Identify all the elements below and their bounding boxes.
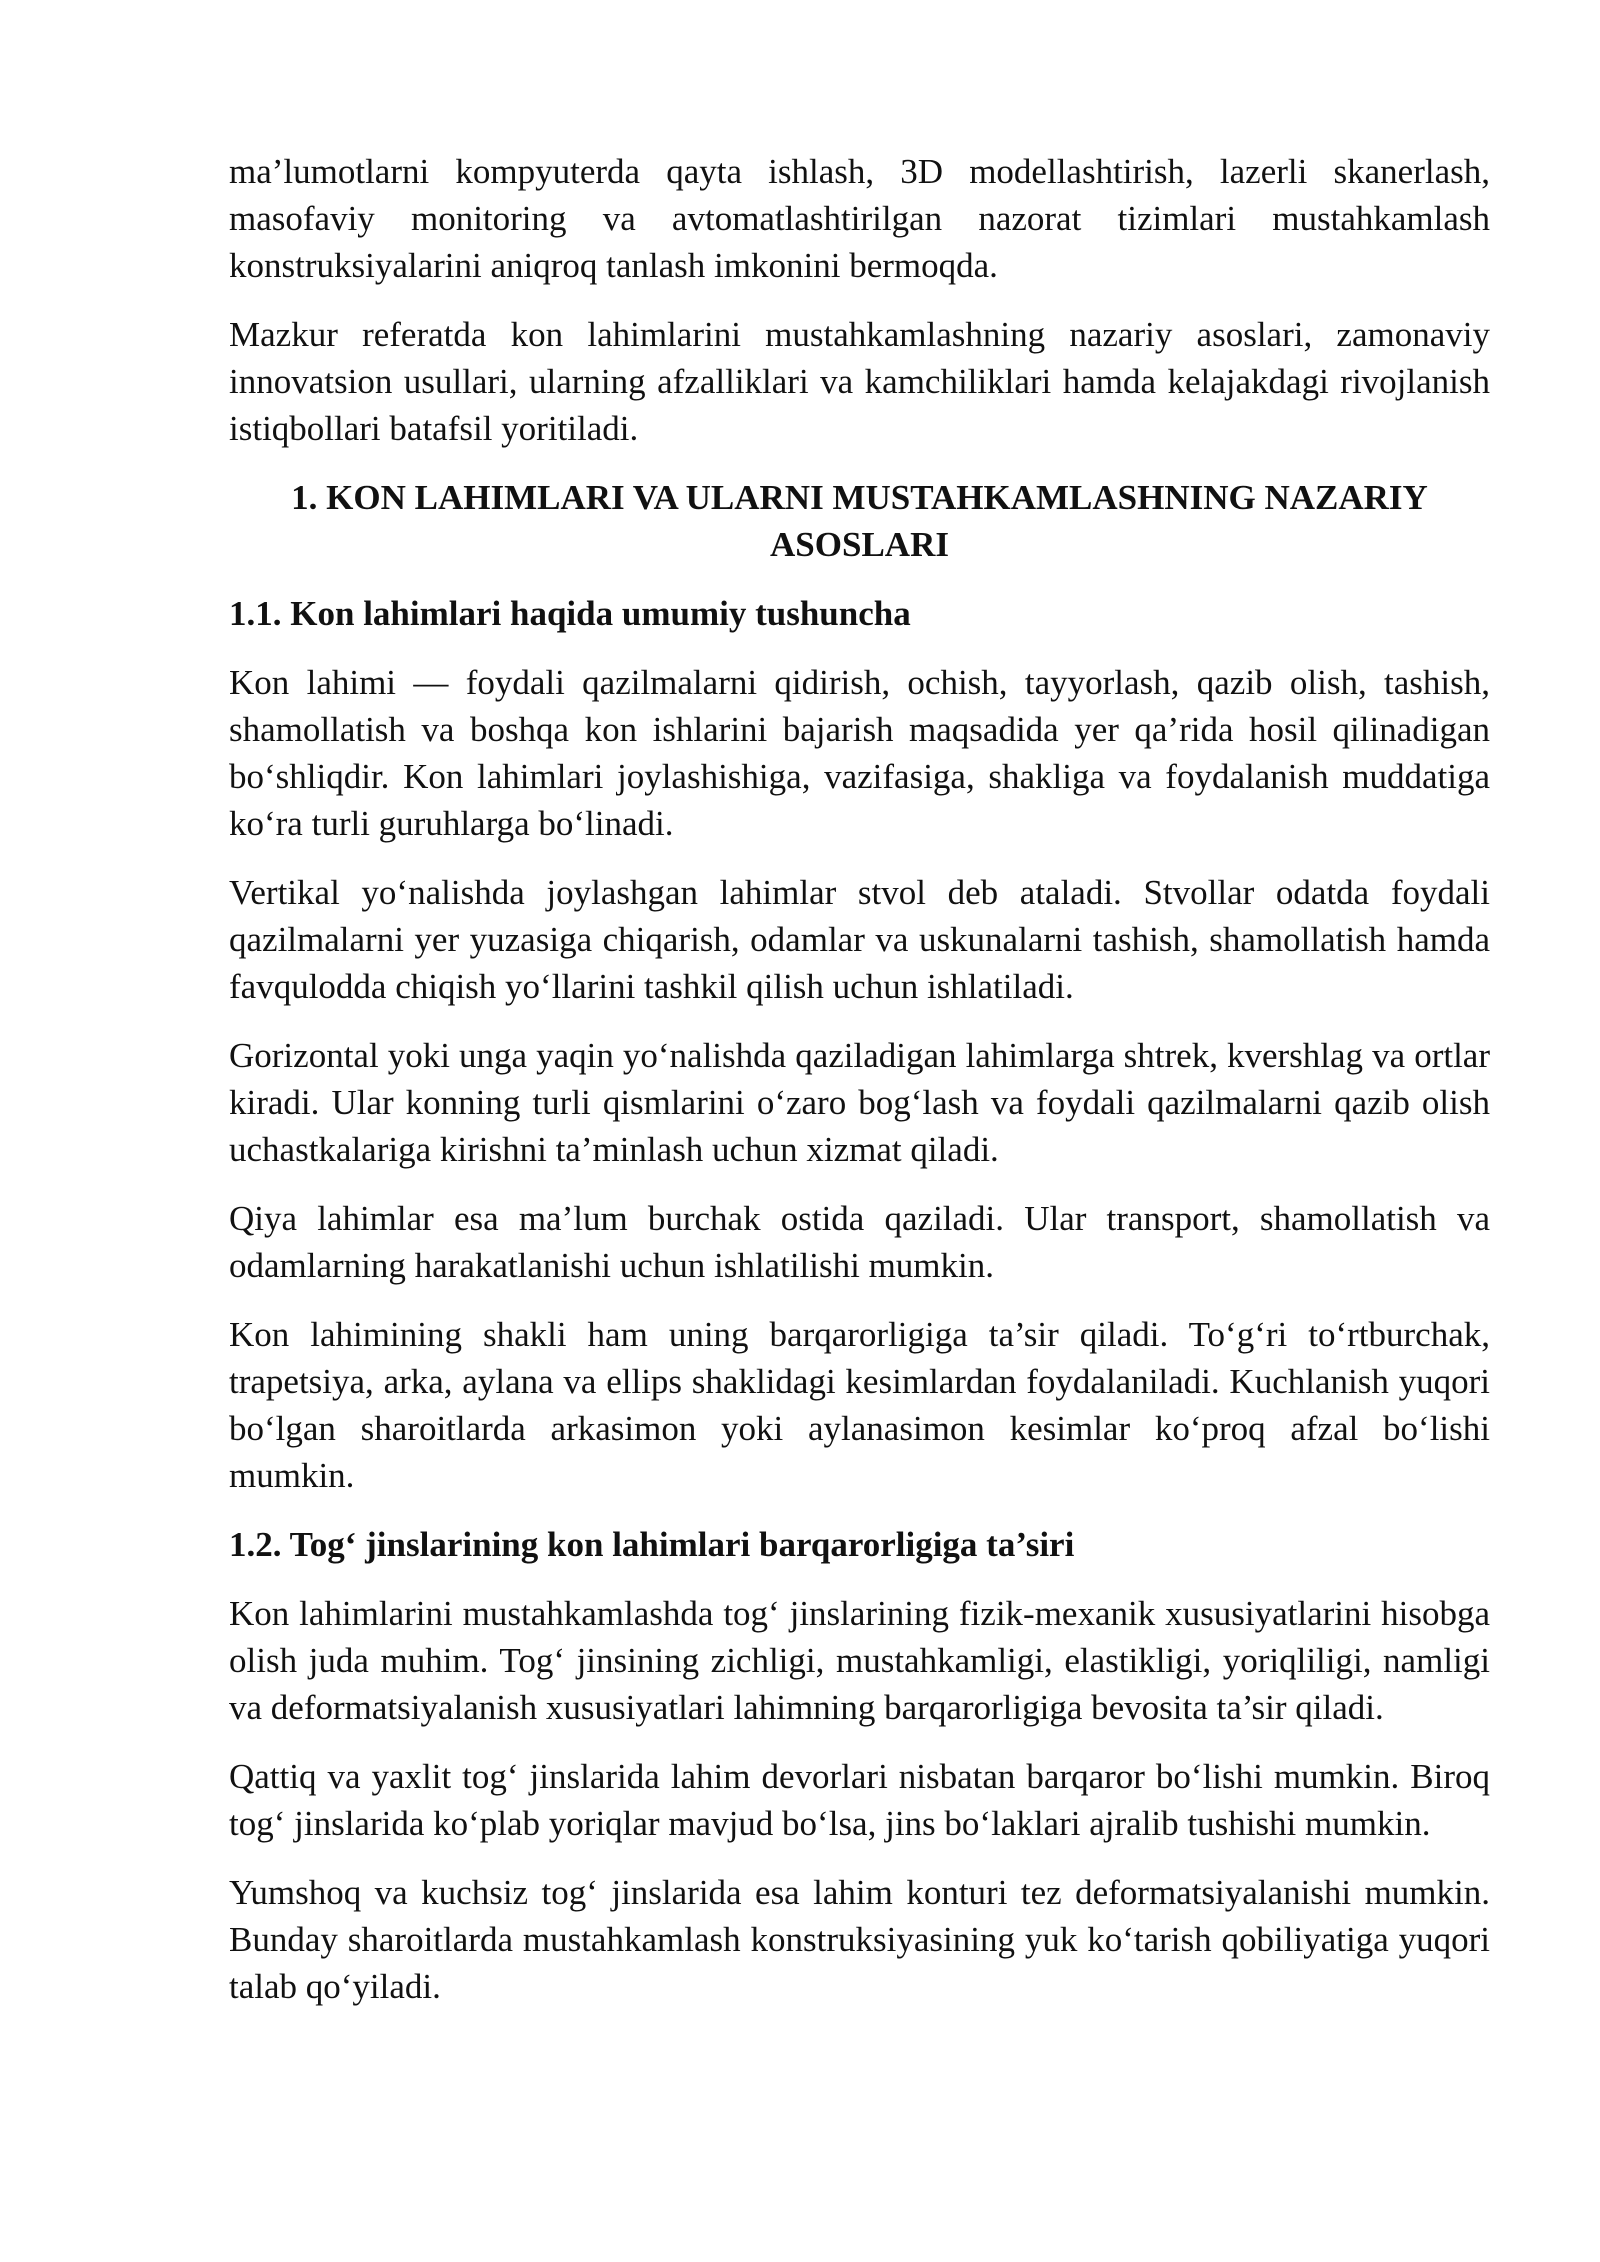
paragraph-working-shape: Kon lahimining shakli ham uning barqarorligiga ta’sir qiladi. To‘g‘ri to‘rtburchak, trapetsiya, arka, aylana va ellips shaklidagi kesimlardan foydalaniladi. Kuchlanish yuqori bo‘lgan sharoitlarda arkasimon yoki aylanasimon kesimlar ko‘proq afzal bo‘lishi mumkin.	[229, 1315, 1490, 1495]
paragraph-intro-continued: ma’lumotlarni kompyuterda qayta ishlash, 3D modellashtirish, lazerli skanerlash, masofaviy monitoring va avtomatlashtirilgan nazorat tizimlari mustahkamlash konstruksiyalarini aniqroq tanlash imkonini bermoqda.	[229, 152, 1490, 285]
paragraph-soft-rock: Yumshoq va kuchsiz tog‘ jinslarida esa lahim konturi tez deformatsiyalanishi mumkin. Bunday sharoitlarda mustahkamlash konstruksiyasining yuk ko‘tarish qobiliyatiga yuqori talab qo‘yiladi.	[229, 1873, 1490, 2006]
paragraph-rock-properties: Kon lahimlarini mustahkamlashda tog‘ jinslarining fizik-mexanik xususiyatlarini hisobga olish juda muhim. Tog‘ jinsining zichligi, mustahkamligi, elastikligi, yoriqliligi, namligi va deformatsiyalanish xususiyatlari lahimning barqarorligiga bevosita ta’sir qiladi.	[229, 1594, 1490, 1727]
paragraph-abstract-scope: Mazkur referatda kon lahimlarini mustahkamlashning nazariy asoslari, zamonaviy innovatsion usullari, ularning afzalliklari va kamchiliklari hamda kelajakdagi rivojlanish istiqbollari batafsil yoritiladi.	[229, 315, 1490, 448]
paragraph-inclined-workings: Qiya lahimlar esa ma’lum burchak ostida qaziladi. Ular transport, shamollatish va odamlarning harakatlanishi uchun ishlatilishi mumkin.	[229, 1199, 1490, 1285]
document-page	[229, 148, 1490, 2032]
subheading-1-2: 1.2. Tog‘ jinslarining kon lahimlari barqarorligiga ta’siri	[229, 1525, 1075, 1564]
subheading-1-1: 1.1. Kon lahimlari haqida umumiy tushuncha	[229, 594, 911, 633]
paragraph-vertical-workings: Vertikal yo‘nalishda joylashgan lahimlar stvol deb ataladi. Stvollar odatda foydali qazilmalarni yer yuzasiga chiqarish, odamlar va uskunalarni tashish, shamollatish hamda favqulodda chiqish yo‘llarini tashkil qilish uchun ishlatiladi.	[229, 873, 1490, 1006]
paragraph-definition: Kon lahimi — foydali qazilmalarni qidirish, ochish, tayyorlash, qazib olish, tashish, shamollatish va boshqa kon ishlarini bajarish maqsadida yer qa’rida hosil qilinadigan bo‘shliqdir. Kon lahimlari joylashishiga, vazifasiga, shakliga va foydalanish muddatiga ko‘ra turli guruhlarga bo‘linadi.	[229, 663, 1490, 843]
section-heading-1: 1. KON LAHIMLARI VA ULARNI MUSTAHKAMLASHNING NAZARIY ASOSLARI	[291, 478, 1428, 564]
paragraph-horizontal-workings: Gorizontal yoki unga yaqin yo‘nalishda qaziladigan lahimlarga shtrek, kvershlag va ortlar kiradi. Ular konning turli qismlarini o‘zaro bog‘lash va foydali qazilmalarni qazib olish uchastkalariga kirishni ta’minlash uchun xizmat qiladi.	[229, 1036, 1490, 1169]
paragraph-hard-rock: Qattiq va yaxlit tog‘ jinslarida lahim devorlari nisbatan barqaror bo‘lishi mumkin. Biroq tog‘ jinslarida ko‘plab yoriqlar mavjud bo‘lsa, jins bo‘laklari ajralib tushishi mumkin.	[229, 1757, 1490, 1843]
